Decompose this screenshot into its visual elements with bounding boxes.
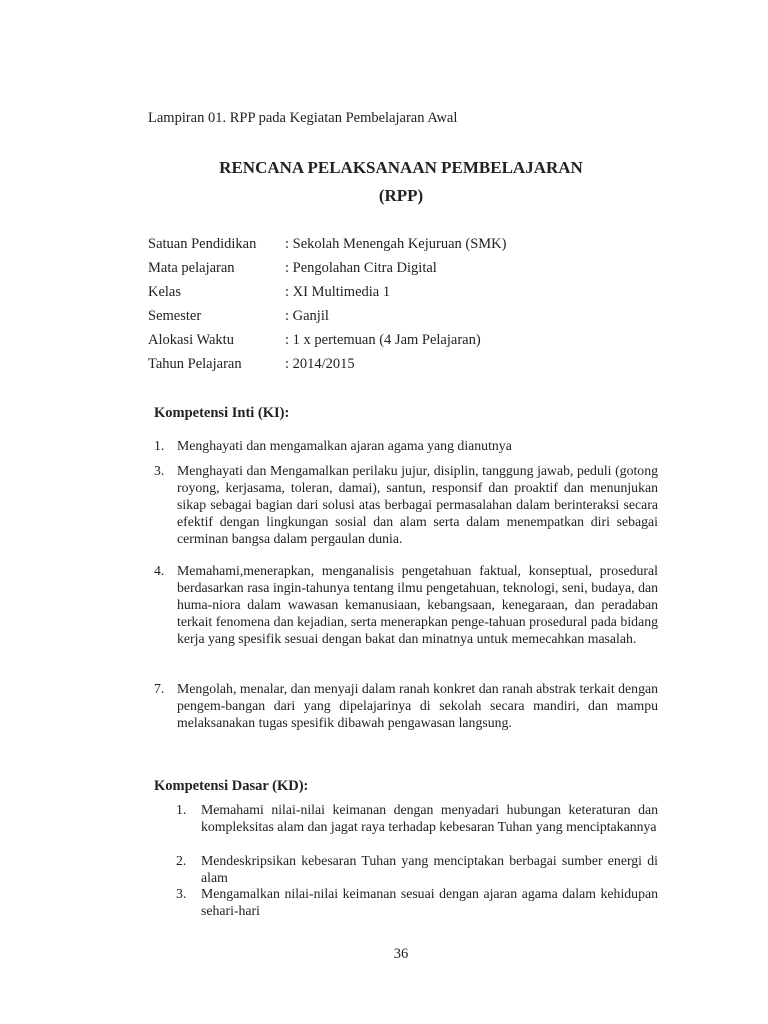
kd-item-number: 1. (176, 802, 187, 817)
ki-item-number: 1. (154, 438, 165, 453)
info-label: Mata pelajaran (148, 260, 235, 276)
kd-item-text: Memahami nilai-nilai keimanan dengan menyadari hubungan keteraturan dan kompleksitas alam dan jagat raya terhadap kebesaran Tuhan yang menciptakannya (201, 802, 658, 834)
kd-item-number: 2. (176, 853, 187, 868)
info-label: Semester (148, 308, 202, 324)
ki-item-number: 3. (154, 463, 165, 478)
info-label: Kelas (148, 284, 182, 300)
info-value: : XI Multimedia 1 (285, 284, 391, 300)
document-title: RENCANA PELAKSANAAN PEMBELAJARAN (219, 158, 583, 177)
info-label: Alokasi Waktu (148, 332, 234, 348)
info-value: : Sekolah Menengah Kejuruan (SMK) (285, 236, 507, 252)
appendix-caption: Lampiran 01. RPP pada Kegiatan Pembelajaran Awal (148, 110, 458, 126)
kd-item-text: Mengamalkan nilai-nilai keimanan sesuai dengan ajaran agama dalam kehidupan sehari-hari (201, 886, 658, 918)
document-subtitle: (RPP) (378, 186, 424, 205)
ki-heading: Kompetensi Inti (KI): (154, 405, 290, 421)
kd-item-number: 3. (176, 886, 187, 901)
ki-item-text: Menghayati dan Mengamalkan perilaku jujur, disiplin, tanggung jawab, peduli (gotong royong, kerjasama, toleran, damai), santun, responsif dan proaktif dan menunjukan sikap sebagai bagian dari solusi atas berbagai permasalahan dalam berinteraksi secara efektif dengan lingkungan sosial dan alam serta dalam menempatkan diri sebagai cerminan bangsa dalam pergaulan dunia. (177, 463, 658, 546)
ki-item-text: Memahami,menerapkan, menganalisis pengetahuan faktual, konseptual, prosedural berdasarkan rasa ingin-tahunya tentang ilmu pengetahuan, teknologi, seni, budaya, dan huma-niora dalam wawasan kemanusiaan, kebangsaan, kenegaraan, dan peradaban terkait fenomena dan kejadian, serta menerapkan penge-tahuan prosedural pada bidang kerja yang spesifik sesuai dengan bakat dan minatnya untuk memecahkan masalah. (177, 563, 658, 646)
info-label: Satuan Pendidikan (148, 236, 257, 252)
ki-item-text: Mengolah, menalar, dan menyaji dalam ranah konkret dan ranah abstrak terkait dengan pengem-bangan dari yang dipelajarinya di sekolah secara mandiri, dan mampu melaksanakan tugas spesifik dibawah pengawasan langsung. (177, 681, 658, 730)
kd-heading: Kompetensi Dasar (KD): (154, 778, 309, 794)
kd-item-text: Mendeskripsikan kebesaran Tuhan yang menciptakan berbagai sumber energi di alam (201, 853, 658, 885)
ki-item-text: Menghayati dan mengamalkan ajaran agama yang dianutnya (177, 438, 512, 453)
info-label: Tahun Pelajaran (148, 356, 242, 372)
info-value: : 1 x pertemuan (4 Jam Pelajaran) (285, 332, 481, 348)
info-value: : Pengolahan Citra Digital (285, 260, 437, 276)
info-value: : 2014/2015 (285, 356, 355, 372)
ki-item-number: 4. (154, 563, 165, 578)
ki-item-number: 7. (154, 681, 165, 696)
info-value: : Ganjil (285, 308, 329, 324)
page-number: 36 (393, 946, 409, 962)
